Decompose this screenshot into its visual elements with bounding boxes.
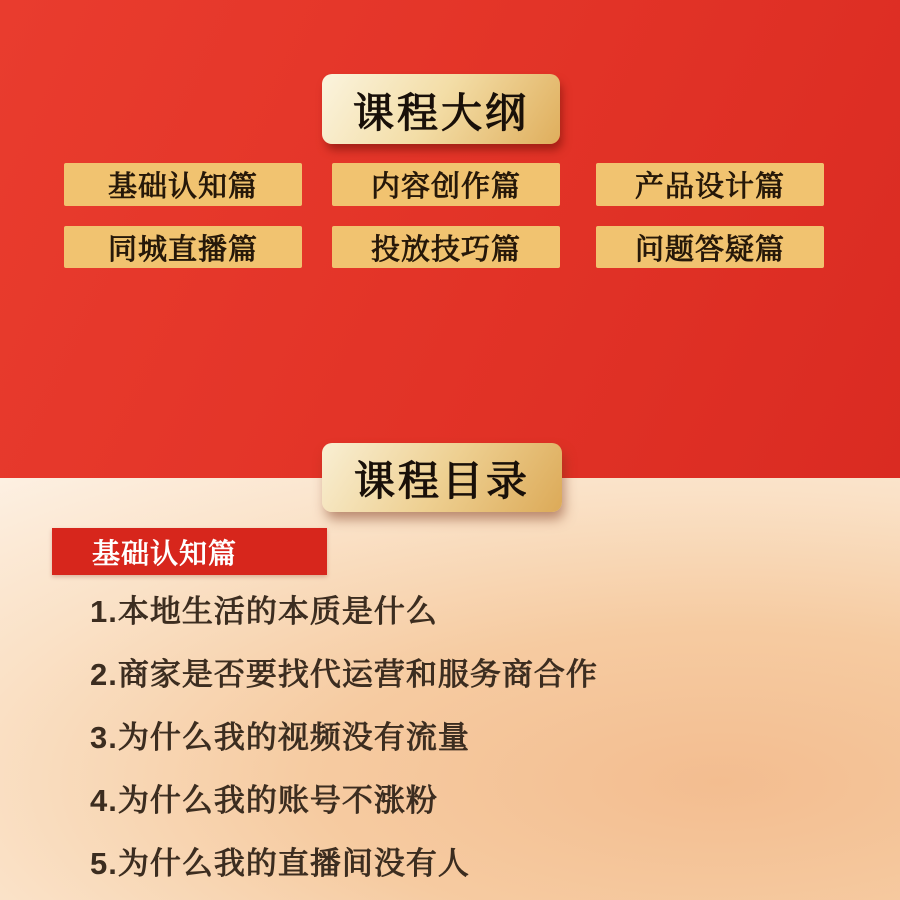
outline-pill-qa bbox=[596, 226, 824, 268]
topic-item-1: 1.本地生活的本质是什么 bbox=[90, 594, 438, 629]
catalog-title: 课程目录 bbox=[354, 458, 530, 504]
outline-pill-label: 问题答疑篇 bbox=[634, 233, 785, 266]
outline-pill-product-design bbox=[596, 163, 824, 206]
outline-pill-content-creation bbox=[332, 163, 560, 206]
outline-pill-label: 内容创作篇 bbox=[370, 171, 521, 203]
outline-title: 课程大纲 bbox=[353, 89, 529, 136]
outline-pill-label: 投放技巧篇 bbox=[370, 233, 521, 266]
outline-pill-ad-placement bbox=[332, 226, 560, 268]
topic-item-2: 2.商家是否要找代运营和服务商合作 bbox=[90, 657, 598, 692]
outline-pill-local-livestream bbox=[64, 226, 302, 268]
outline-pill-label: 产品设计篇 bbox=[634, 171, 785, 203]
catalog-section bbox=[0, 478, 900, 900]
chapter-banner bbox=[52, 528, 327, 575]
topic-list bbox=[90, 596, 850, 900]
topic-item-3: 3.为什么我的视频没有流量 bbox=[90, 720, 470, 755]
topic-item-5: 5.为什么我的直播间没有人 bbox=[90, 846, 470, 881]
topic-item-4: 4.为什么我的账号不涨粉 bbox=[90, 783, 438, 818]
outline-pill-basic-cognition bbox=[64, 163, 302, 206]
outline-title-card bbox=[322, 74, 560, 144]
catalog-title-card bbox=[322, 443, 562, 512]
outline-pill-label: 同城直播篇 bbox=[107, 233, 258, 266]
chapter-banner-label: 基础认知篇 bbox=[92, 537, 238, 569]
outline-pill-label: 基础认知篇 bbox=[107, 171, 258, 203]
